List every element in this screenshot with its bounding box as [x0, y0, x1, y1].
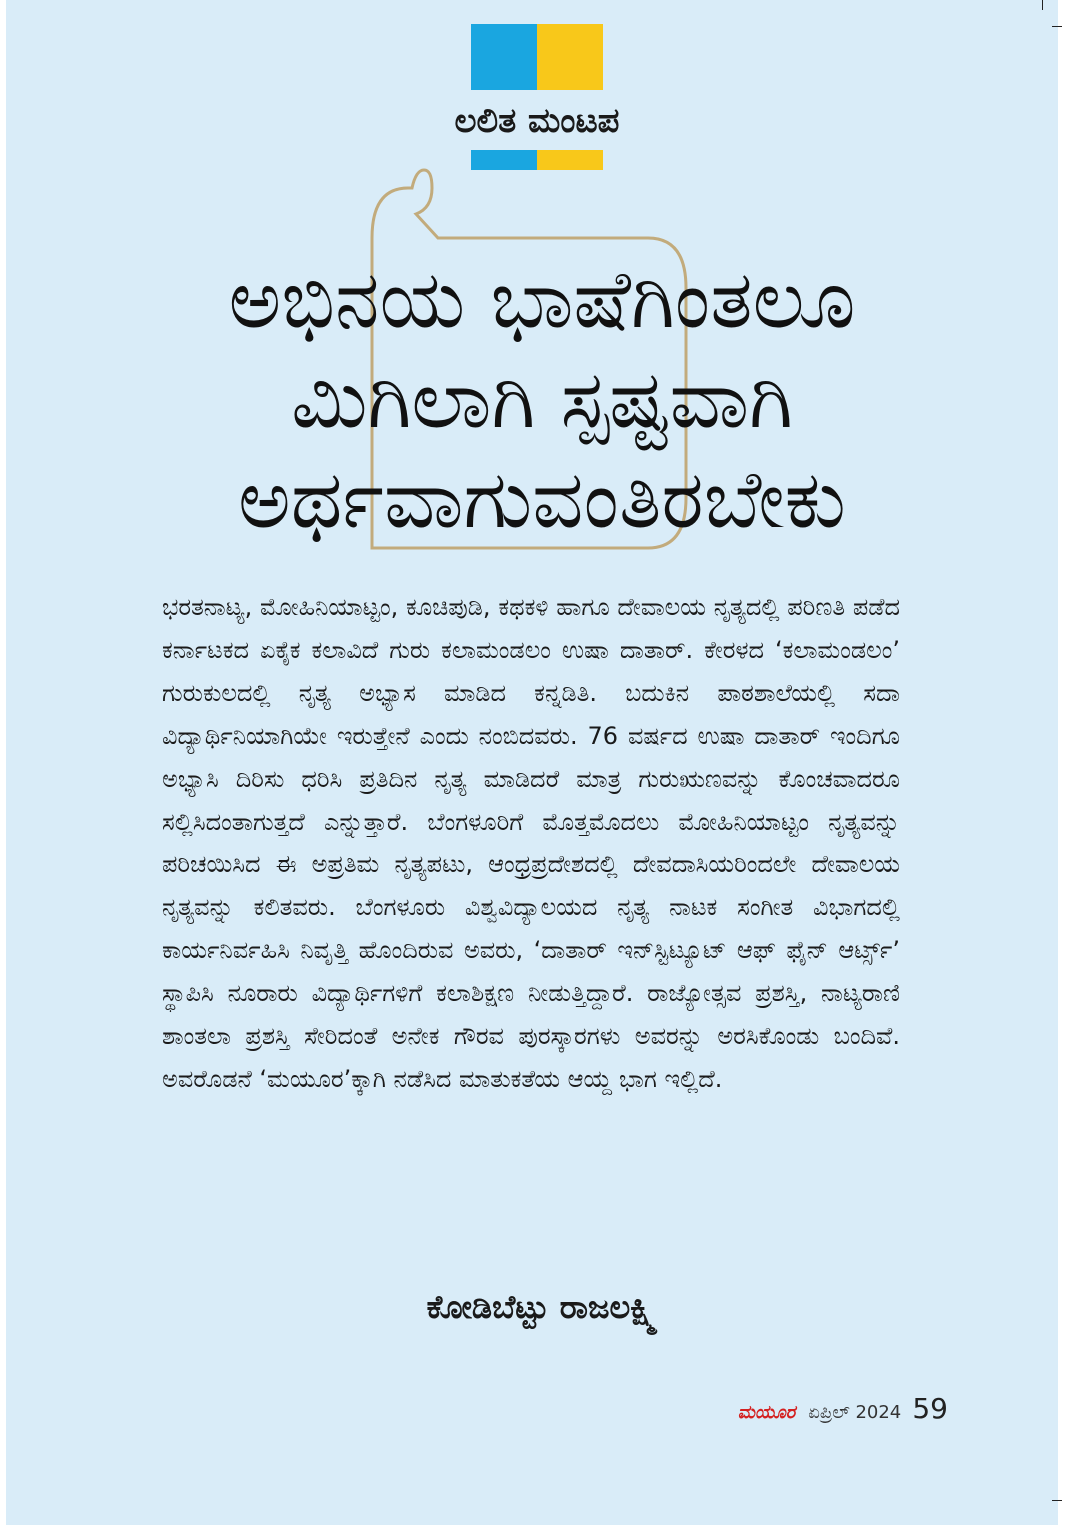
crop-mark: [1042, 0, 1043, 10]
page-number: 59: [912, 1392, 948, 1425]
headline-line-3: ಅರ್ಥವಾಗುವಂತಿರಬೇಕು: [238, 453, 846, 546]
issue-month-year: ಏಪ್ರಿಲ್ 2024: [808, 1402, 902, 1423]
section-logo-blocks: [471, 24, 603, 90]
crop-mark: [1052, 1500, 1062, 1501]
headline-line-2: ಮಿಗಿಲಾಗಿ ಸ್ಪಷ್ಟವಾಗಿ: [291, 353, 793, 446]
section-label: ಲಲಿತ ಮಂಟಪ: [454, 101, 620, 141]
intro-paragraph: ಭರತನಾಟ್ಯ, ಮೋಹಿನಿಯಾಟ್ಟಂ, ಕೂಚಿಪುಡಿ, ಕಥಕಳಿ ಹಾಗೂ ದೇವಾಲಯ ನೃತ್ಯದಲ್ಲಿ ಪರಿಣತಿ ಪಡೆದ ಕರ್ನಾಟಕದ ಏಕೈಕ ಕಲಾವಿದೆ ಗುರು ಕಲಾಮಂಡಲಂ ಉಷಾ ದಾತಾರ್. ಕೇರಳದ ‘ಕಲಾಮಂಡಲಂ’ ಗುರುಕುಲದಲ್ಲಿ ನೃತ್ಯ ಅಭ್ಯಾಸ ಮಾಡಿದ ಕನ್ನಡಿತಿ. ಬದುಕಿನ ಪಾಠಶಾಲೆಯಲ್ಲಿ ಸದಾ ವಿದ್ಯಾರ್ಥಿನಿಯಾಗಿಯೇ ಇರುತ್ತೇನೆ ಎಂದು ನಂಬಿದವರು. 76 ವರ್ಷದ ಉಷಾ ದಾತಾರ್ ಇಂದಿಗೂ ಅಭ್ಯಾಸಿ ದಿರಿಸು ಧರಿಸಿ ಪ್ರತಿದಿನ ನೃತ್ಯ ಮಾಡಿದರೆ ಮಾತ್ರ ಗುರುಋಣವನ್ನು ಕೊಂಚವಾದರೂ ಸಲ್ಲಿಸಿದಂತಾಗುತ್ತದೆ ಎನ್ನುತ್ತಾರೆ. ಬೆಂಗಳೂರಿಗೆ ಮೊತ್ತಮೊದಲು ಮೋಹಿನಿಯಾಟ್ಟಂ ನೃತ್ಯವನ್ನು ಪರಿಚಯಿಸಿದ ಈ ಅಪ್ರತಿಮ ನೃತ್ಯಪಟು, ಆಂಧ್ರಪ್ರದೇಶದಲ್ಲಿ ದೇವದಾಸಿಯರಿಂದಲೇ ದೇವಾಲಯ ನೃತ್ಯವನ್ನು ಕಲಿತವರು. ಬೆಂಗಳೂರು ವಿಶ್ವವಿದ್ಯಾಲಯದ ನೃತ್ಯ ನಾಟಕ ಸಂಗೀತ ವಿಭಾಗದಲ್ಲಿ ಕಾರ್ಯನಿರ್ವಹಿಸಿ ನಿವೃತ್ತಿ ಹೊಂದಿರುವ ಅವರು, ‘ದಾತಾರ್ ಇನ್‌ಸ್ಟಿಟ್ಯೂಟ್ ಆಫ್ ಫೈನ್ ಆರ್ಟ್ಸ್’ ಸ್ಥಾಪಿಸಿ ನೂರಾರು ವಿದ್ಯಾರ್ಥಿಗಳಿಗೆ ಕಲಾಶಿಕ್ಷಣ ನೀಡುತ್ತಿದ್ದಾರೆ. ರಾಜ್ಯೋತ್ಸವ ಪ್ರಶಸ್ತಿ, ನಾಟ್ಯರಾಣಿ ಶಾಂತಲಾ ಪ್ರಶಸ್ತಿ ಸೇರಿದಂತೆ ಅನೇಕ ಗೌರವ ಪುರಸ್ಕಾರಗಳು ಅವರನ್ನು ಅರಸಿಕೊಂಡು ಬಂದಿವೆ. ಅವರೊಡನೆ ‘ಮಯೂರ’ಕ್ಕಾಗಿ ನಡೆಸಿದ ಮಾತುಕತೆಯ ಆಯ್ದ ಭಾಗ ಇಲ್ಲಿದೆ.: [162, 593, 900, 1093]
logo-bar-blue: [471, 150, 537, 170]
headline-line-1: ಅಭಿನಯ ಭಾಷೆಗಿಂತಲೂ: [228, 253, 856, 346]
logo-block-blue: [471, 24, 537, 90]
author-name: ಕೋಡಿಬೆಟ್ಟು ರಾಜಲಕ್ಷ್ಮಿ: [426, 1288, 658, 1326]
section-logo-bar: [471, 150, 603, 170]
headline: [66, 250, 1018, 550]
logo-block-yellow: [537, 24, 603, 90]
logo-bar-yellow: [537, 150, 603, 170]
magazine-brand: ಮಯೂರ: [737, 1402, 796, 1423]
magazine-page: [6, 0, 1058, 1525]
crop-mark: [1052, 26, 1062, 27]
page-footer: [738, 1392, 948, 1425]
